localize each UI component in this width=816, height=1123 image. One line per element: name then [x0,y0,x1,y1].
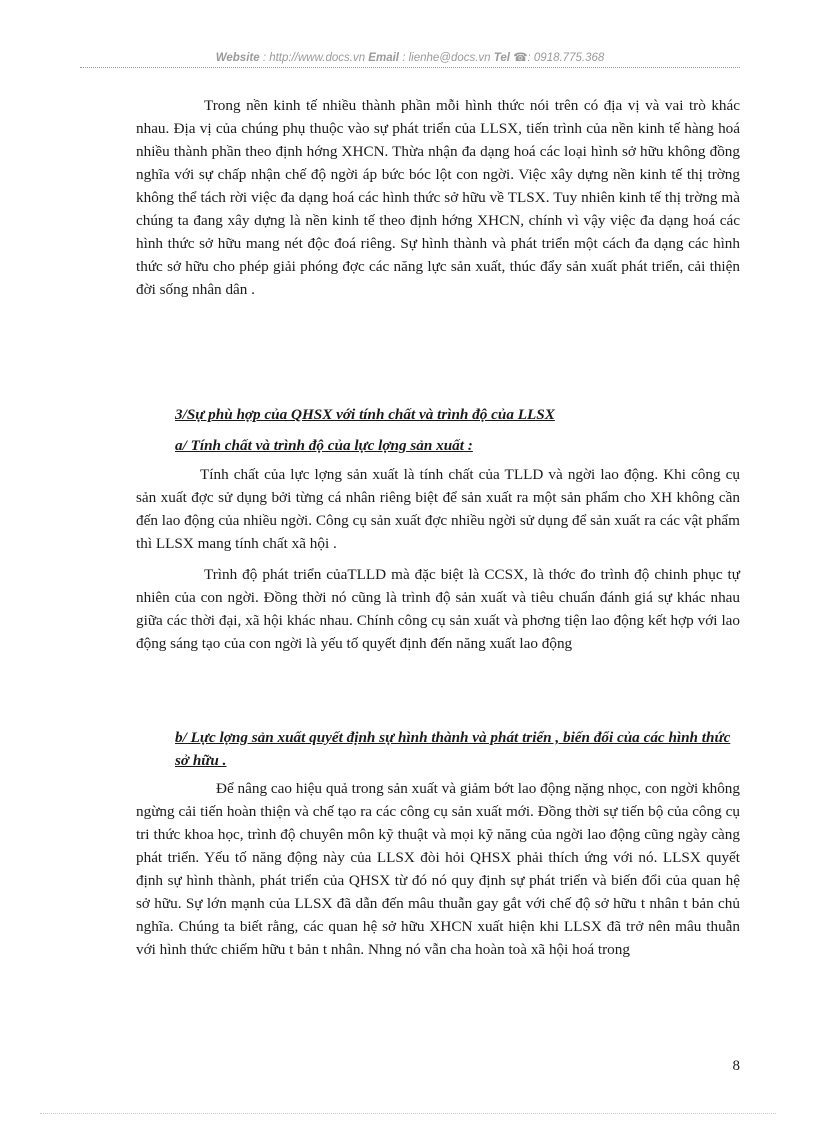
page-header [80,50,740,66]
subsection-heading-b: b/ Lực lợng sản xuất quyết định sự hình thành và phát triển , biến đổi của các hình thức sở hữu . [175,729,731,769]
tel-label: Tel [493,52,510,64]
paragraph-3: Trình độ phát triển củaTLLD mà đặc biệt là CCSX, là thớc đo trình độ chinh phục tự nhiên của con ngời. Đồng thời nó cũng là trình độ sản xuất và tiêu chuẩn đánh giá sự khác nhau giữa các thời đại, xã hội khác nhau. Chính công cụ sản xuất và phơng tiện lao động kết hợp với lao động sáng tạo của con ngời là yếu tố quyết định đến năng xuất lao động [136,566,740,652]
paragraph-block-1 [136,94,740,301]
page-number: 8 [732,1058,740,1074]
paragraph-2: Tính chất của lực lợng sản xuất là tính chất của TLLD và ngời lao động. Khi công cụ sản xuất đợc sử dụng bởi từng cá nhân riêng biệt để sản xuất ra một sản phẩm cho XH không cần đến lao động của nhiều ngời. Công cụ sản xuất đợc nhiều ngời sử dụng để sản xuất ra các vật phẩm thì LLSX mang tính chất xã hội . [136,466,740,552]
subsection-heading-a: a/ Tính chất và trình độ của lực lợng sản xuất : [175,437,473,454]
tel-value: ☎: 0918.775.368 [513,52,605,64]
section-heading-3: 3/Sự phù hợp của QHSX với tính chất và trình độ của LLSX [175,406,555,423]
header-divider [80,67,740,68]
paragraph-1: Trong nền kinh tế nhiều thành phần mỗi hình thức nói trên có địa vị và vai trò khác nhau. Địa vị của chúng phụ thuộc vào sự phát triển của LLSX, tiến trình của nền kinh tế hàng hoá nhiều thành phần theo định hớng XHCN. Thừa nhận đa dạng hoá các loại hình sở hữu không đồng nghĩa với sự chấp nhận chế độ ngời áp bức bóc lột con ngời. Việc xây dựng nền kinh tế thị trờng không thể tách rời việc đa dạng hoá các hình thức sở hữu về TLSX. Tuy nhiên kinh tế thị trờng mà chúng ta đang xây dựng là nền kinh tế theo định hớng XHCN, chính vì vậy việc đa dạng hoá các hình thức sở hữu mang nét độc đoá riêng. Sự hình thành và phát triển một cách đa dạng các hình thức sở hữu cho phép giải phóng đợc các năng lực sản xuất, thúc đẩy sản xuất phát triển, cải thiện đời sống nhân dân . [136,97,740,298]
email-label: Email [368,52,399,64]
website-value: : http://www.docs.vn [262,52,366,64]
footer-divider [40,1113,776,1114]
paragraph-block-2 [136,463,740,655]
paragraph-4: Để nâng cao hiệu quả trong sản xuất và giảm bớt lao động nặng nhọc, con ngời không ngừng cải tiến hoàn thiện và chế tạo ra các công cụ sản xuất mới. Đồng thời sự tiến bộ của công cụ tri thức khoa học, trình độ chuyên môn kỹ thuật và mọi kỹ năng của ngời lao động cũng ngày càng phát triển. Yếu tố năng động này của LLSX đòi hỏi QHSX phải thích ứng với nó. LLSX quyết định sự hình thành, phát triển của QHSX từ đó nó quy định sự phát triển và biến đổi của quan hệ sở hữu. Sự lớn mạnh của LLSX đã dẫn đến mâu thuẫn gay gắt với chế độ sở hữu t nhân t bản chủ nghĩa. Chúng ta biết rằng, các quan hệ sở hữu XHCN xuất hiện khi LLSX đã trở nên mâu thuẫn với hình thức chiếm hữu t bản t nhân. Nhng nó vẫn cha hoàn toà xã hội hoá trong [136,780,740,958]
email-value: : lienhe@docs.vn [402,52,491,64]
website-label: Website [215,52,260,64]
paragraph-block-3 [136,777,740,961]
